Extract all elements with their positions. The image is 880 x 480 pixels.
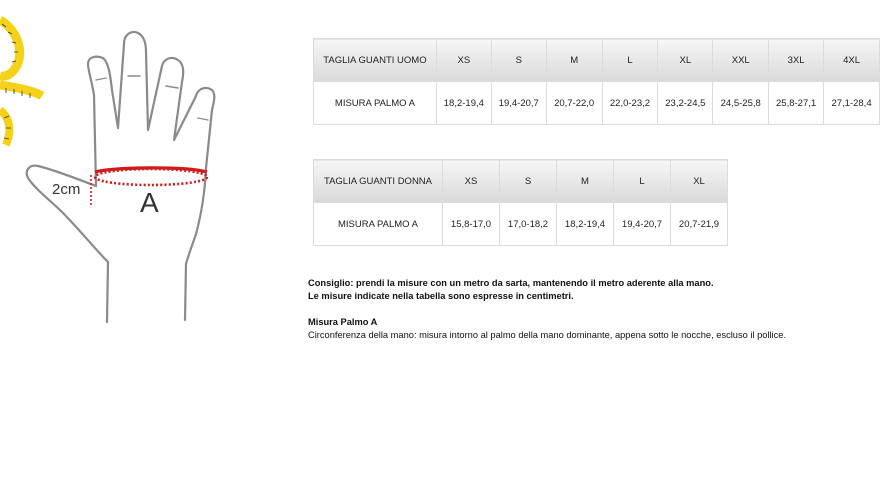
men-size-m: M — [546, 39, 602, 82]
men-size-4xl: 4XL — [824, 39, 880, 82]
men-row-label: MISURA PALMO A — [314, 82, 437, 125]
women-value-xl: 20,7-21,9 — [671, 203, 728, 246]
women-palm-row — [314, 203, 728, 246]
women-header-label: TAGLIA GUANTI DONNA — [314, 160, 443, 203]
men-size-header-row — [314, 39, 880, 82]
men-size-l: L — [602, 39, 658, 82]
women-size-l: L — [614, 160, 671, 203]
men-size-xxl: XXL — [713, 39, 769, 82]
women-size-xl: XL — [671, 160, 728, 203]
women-value-s: 17,0-18,2 — [500, 203, 557, 246]
men-value-xs: 18,2-19,4 — [436, 82, 491, 125]
measure-2cm-label: 2cm — [52, 181, 81, 198]
men-size-s: S — [491, 39, 546, 82]
women-value-l: 19,4-20,7 — [614, 203, 671, 246]
men-value-xl: 23,2-24,5 — [658, 82, 713, 125]
women-row-label: MISURA PALMO A — [314, 203, 443, 246]
women-value-m: 18,2-19,4 — [557, 203, 614, 246]
definition-text: Circonferenza della mano: misura intorno al palmo della mano dominante, appena sotto le nocche, escluso il pollice. — [308, 330, 787, 340]
women-size-s: S — [500, 160, 557, 203]
advice-line-1: Consiglio: prendi la misure con un metro da sarta, mantenendo il metro aderente alla mano. — [308, 278, 714, 288]
measuring-tape-icon — [0, 20, 42, 145]
men-size-xl: XL — [658, 39, 713, 82]
women-value-xs: 15,8-17,0 — [443, 203, 500, 246]
men-value-4xl: 27,1-28,4 — [824, 82, 880, 125]
men-size-3xl: 3XL — [769, 39, 824, 82]
men-value-3xl: 25,8-27,1 — [769, 82, 824, 125]
men-size-xs: XS — [436, 39, 491, 82]
advice-line-2: Le misure indicate nella tabella sono espresse in centimetri. — [308, 291, 574, 301]
women-size-table — [313, 159, 728, 246]
men-palm-row — [314, 82, 880, 125]
women-size-xs: XS — [443, 160, 500, 203]
women-size-header-row — [314, 160, 728, 203]
men-value-s: 19,4-20,7 — [491, 82, 546, 125]
men-value-xxl: 24,5-25,8 — [713, 82, 769, 125]
hand-outline — [27, 32, 215, 322]
men-header-label: TAGLIA GUANTI UOMO — [314, 39, 437, 82]
men-size-table — [313, 38, 880, 125]
definition-title: Misura Palmo A — [308, 317, 378, 327]
hand-measurement-illustration — [0, 0, 260, 340]
men-value-l: 22,0-23,2 — [602, 82, 658, 125]
men-value-m: 20,7-22,0 — [546, 82, 602, 125]
zone-a-label: A — [140, 187, 159, 218]
women-size-m: M — [557, 160, 614, 203]
